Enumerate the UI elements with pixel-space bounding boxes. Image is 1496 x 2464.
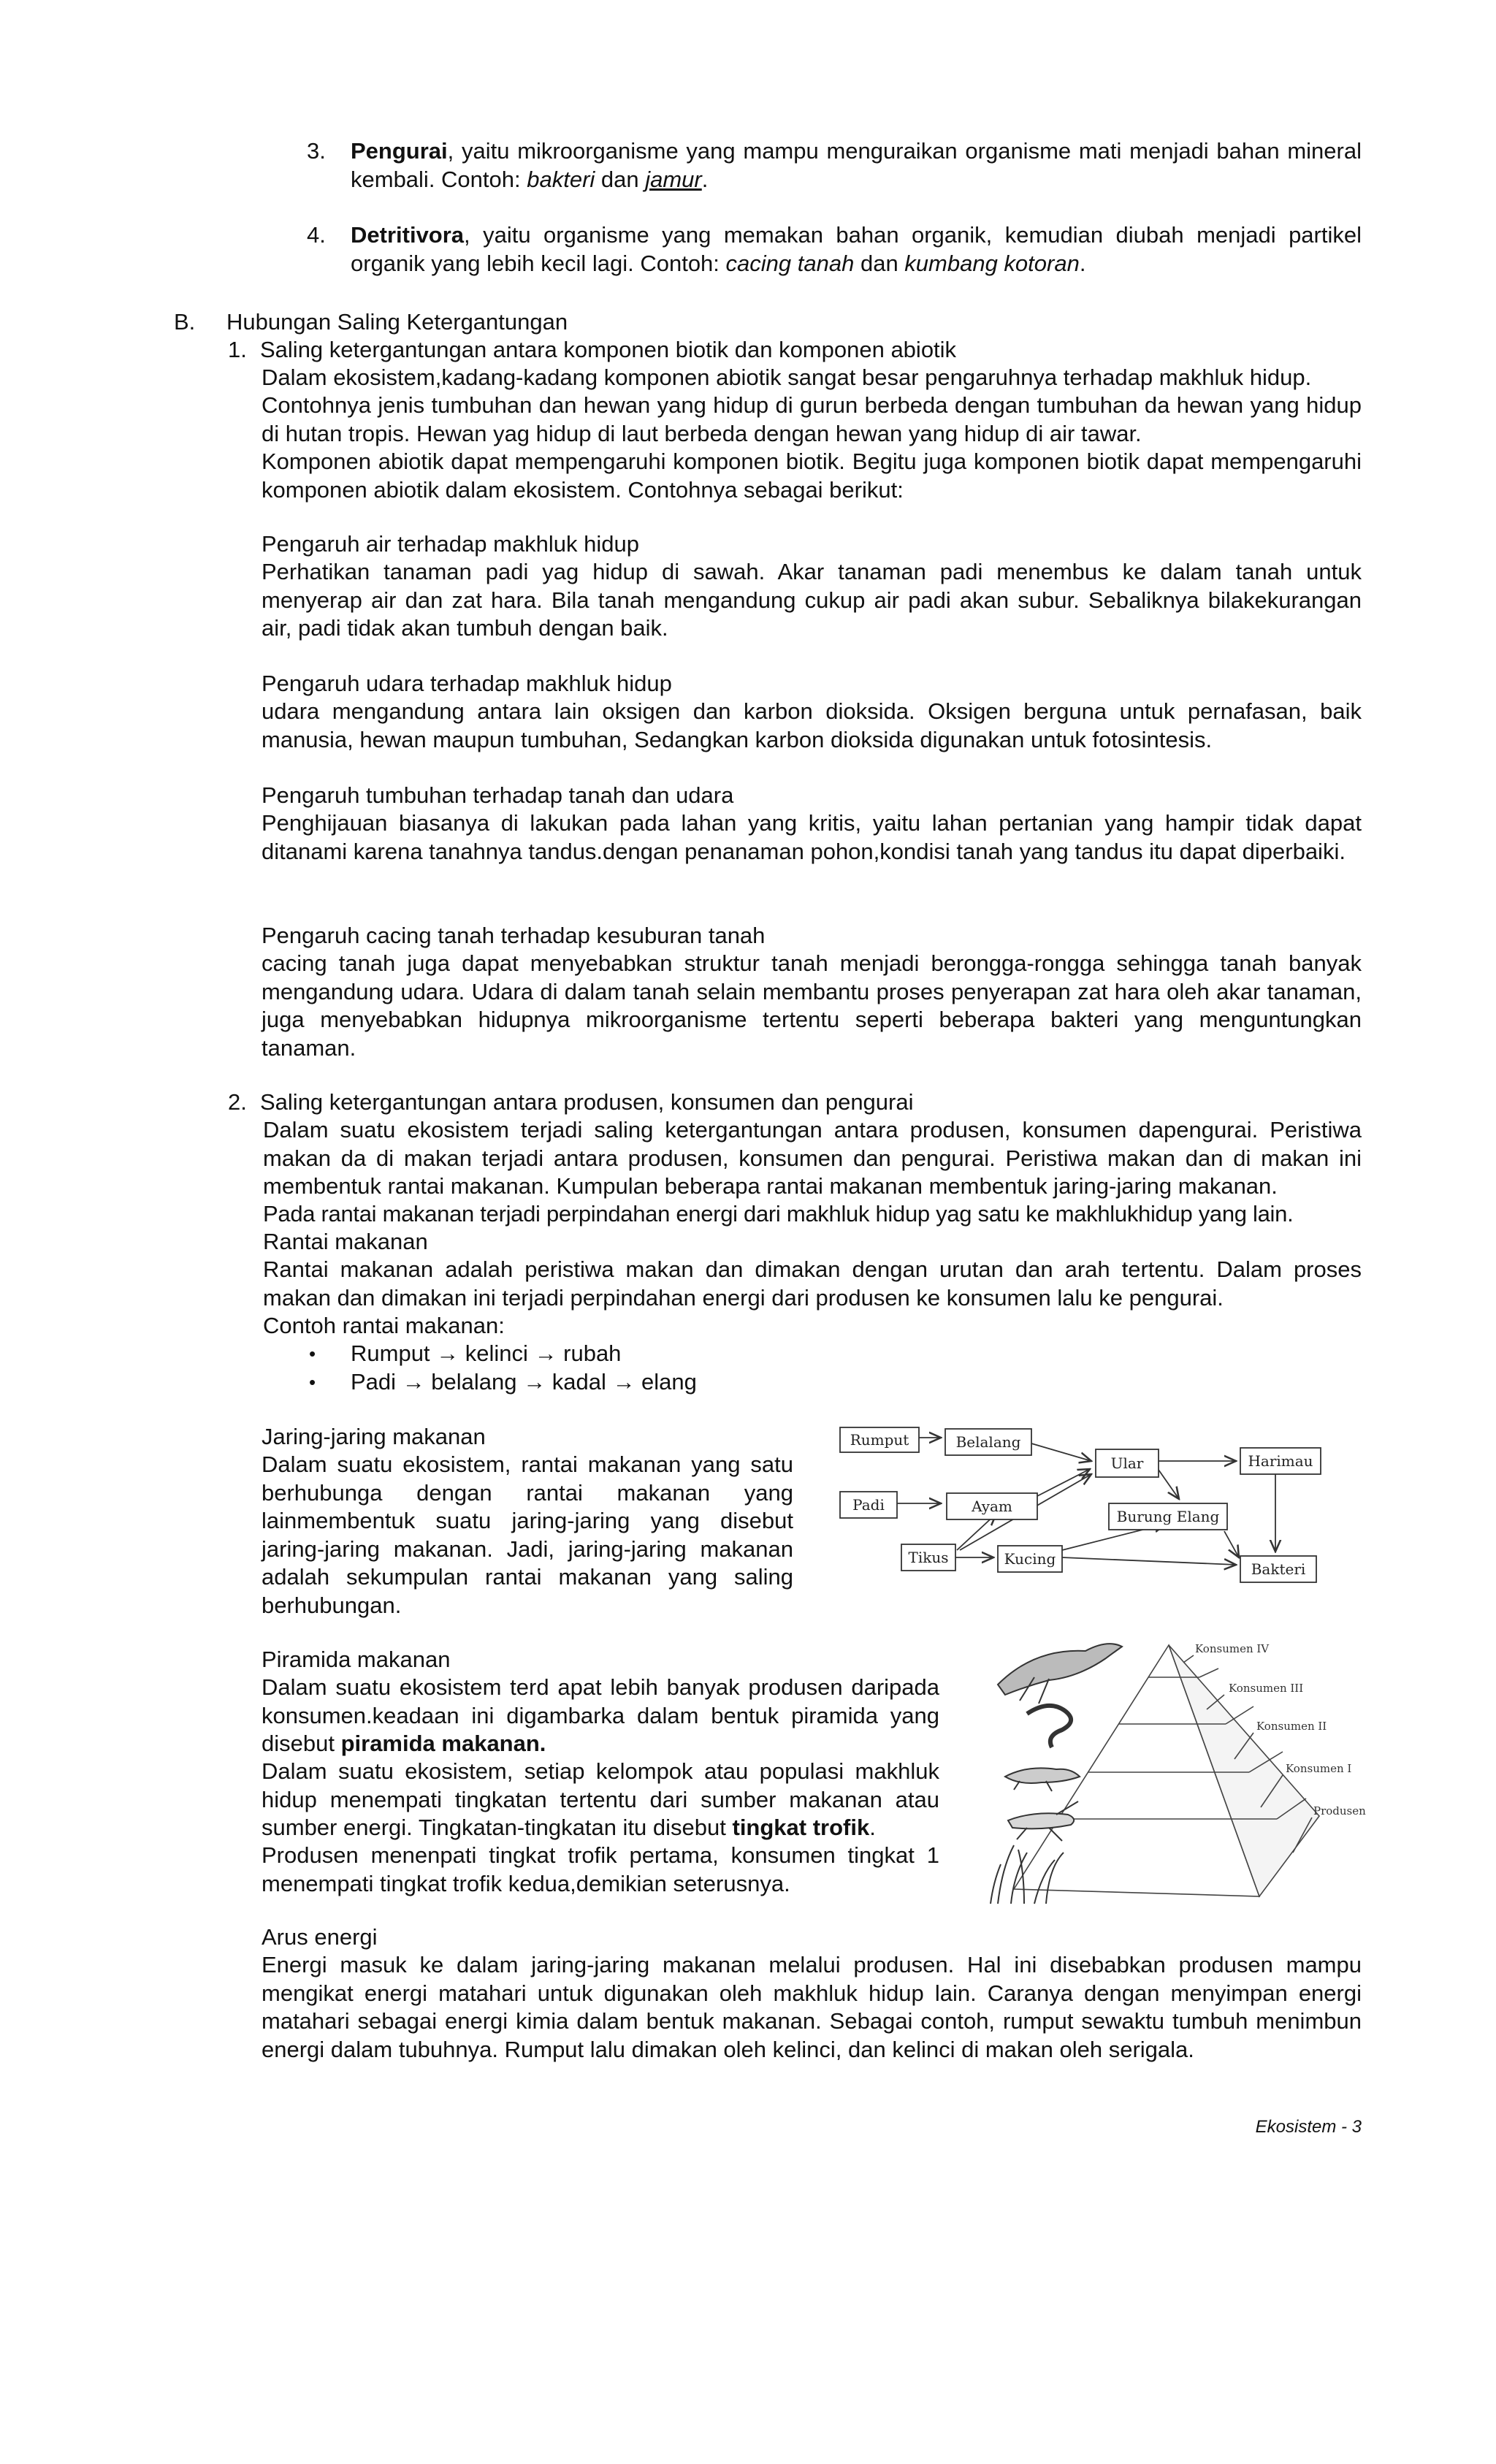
lizard-icon	[1005, 1768, 1080, 1791]
subsection-title: Saling ketergantungan antara komponen biotik dan komponen abiotik	[260, 337, 957, 362]
subsection-title: Saling ketergantungan antara produsen, konsumen dan pengurai	[260, 1089, 914, 1115]
svg-text:Harimau: Harimau	[1248, 1452, 1313, 1470]
item-text: dan	[854, 250, 905, 276]
paragraph: Dalam suatu ekosistem, rantai makanan yang satu berhubunga dengan rantai makanan yang lainmembentuk suatu jaring-jaring yang disebut jaring-jaring makanan. Jadi, jaring-jaring makanan adalah sekumpulan rantai makanan yang saling berhubungan.	[262, 1452, 793, 1618]
node-bakteri	[1240, 1556, 1316, 1582]
paragraph: udara mengandung antara lain oksigen dan karbon dioksida. Oksigen berguna untuk pernafasan, baik manusia, hewan maupun tumbuhan, Sedangkan karbon dioksida digunakan untuk fotosintesis.	[262, 698, 1362, 752]
food-pyramid-diagram	[976, 1633, 1385, 1911]
paragraph: Contohnya jenis tumbuhan dan hewan yang hidup di gurun berbeda dengan tumbuhan da hewan yang hidup di hutan tropis. Hewan yag hidup di laut berbeda dengan hewan yang hidup di air tawar.	[262, 392, 1362, 446]
bullet-icon: •	[309, 1371, 316, 1393]
sub-heading: Arus energi	[262, 1924, 378, 1950]
paragraph: Komponen abiotik dapat mempengaruhi komponen biotik. Begitu juga komponen biotik dapat mempengaruhi komponen abiotik dalam ekosistem. Contohnya sebagai berikut:	[262, 449, 1362, 503]
pyramid-level-label: Konsumen III	[1229, 1682, 1304, 1695]
node-padi	[840, 1492, 897, 1518]
list-item: Padi → belalang → kadal → elang	[351, 1369, 697, 1395]
subsection-number: 2.	[228, 1089, 247, 1115]
section-title: Hubungan Saling Ketergantungan	[226, 309, 568, 335]
paragraph: Perhatikan tanaman padi yag hidup di sawah. Akar tanaman padi menembus ke dalam tanah untuk menyerap air dan zat hara. Bila tanah mengandung cukup air padi akan subur. Sebaliknya bilakekurangan air, padi tidak akan tumbuh dengan baik.	[262, 559, 1362, 641]
label-leader	[1183, 1655, 1194, 1663]
node-harimau	[1240, 1448, 1321, 1474]
item-text: , yaitu mikroorganisme yang mampu menguraikan organisme mati menjadi bahan mineral kembali. Contoh:	[351, 138, 1362, 192]
sub-heading: Pengaruh cacing tanah terhadap kesuburan tanah	[262, 923, 766, 948]
list-number: 3.	[307, 138, 326, 164]
paragraph-text: Dalam suatu ekosistem, setiap kelompok atau populasi makhluk hidup menempati tingkatan tertentu dari sumber makanan atau sumber energi. Tingkatan-tingkatan itu disebut	[262, 1758, 939, 1840]
pyramid-level-label: Produsen	[1313, 1804, 1366, 1818]
paragraph: cacing tanah juga dapat menyebabkan struktur tanah menjadi berongga-rongga sehingga tanah banyak mengandung udara. Udara di dalam tanah selain membantu proses penyerapan zat hara oleh akar tanaman, juga menyebabkan hidupnya mikroorganisme tertentu seperti beberapa bakteri yang menguntungkan tanaman.	[262, 950, 1362, 1061]
item-text: , yaitu organisme yang memakan bahan organik, kemudian diubah menjadi partikel organik yang lebih kecil lagi. Contoh:	[351, 222, 1362, 276]
list-item: Rumput → kelinci → rubah	[351, 1340, 622, 1366]
pyramid-level-label: Konsumen IV	[1195, 1642, 1270, 1655]
grass-icon	[991, 1845, 1064, 1904]
subsection-number: 1.	[228, 337, 247, 362]
node-kucing	[998, 1546, 1062, 1572]
paragraph: Produsen menenpati tingkat trofik pertama, konsumen tingkat 1 menempati tingkat trofik kedua,demikian seterusnya.	[262, 1842, 939, 1896]
svg-text:Rumput: Rumput	[850, 1431, 909, 1449]
term: Pengurai	[351, 138, 448, 164]
pyramid-level-label: Konsumen II	[1256, 1720, 1327, 1733]
section-letter: B.	[174, 309, 196, 335]
sub-heading: Pengaruh air terhadap makhluk hidup	[262, 531, 640, 557]
sub-heading: Pengaruh tumbuhan terhadap tanah dan udara	[262, 782, 734, 808]
example: kumbang kotoran	[904, 250, 1080, 276]
paragraph: Penghijauan biasanya di lakukan pada lahan yang kritis, yaitu lahan pertanian yang hampir tidak dapat ditanami karena tanahnya tandus.dengan penanaman pohon,kondisi tanah yang tandus itu dapat diperbaiki.	[262, 810, 1362, 864]
example: bakteri	[527, 166, 595, 192]
sub-heading: Rantai makanan	[263, 1229, 428, 1254]
node-belalang	[945, 1429, 1031, 1455]
arrow	[1062, 1557, 1236, 1565]
node-tikus	[901, 1544, 955, 1571]
example: jamur	[645, 166, 702, 192]
arrow	[1224, 1531, 1239, 1557]
arrow	[1037, 1469, 1090, 1496]
sub-heading: Piramida makanan	[262, 1647, 451, 1672]
node-ayam	[947, 1493, 1037, 1519]
sub-heading: Jaring-jaring makanan	[262, 1424, 486, 1449]
item-text: dan	[595, 166, 646, 192]
item-text: .	[701, 166, 709, 192]
arrow	[1031, 1443, 1091, 1461]
svg-text:Kucing: Kucing	[1004, 1550, 1056, 1568]
paragraph: Dalam ekosistem,kadang-kadang komponen abiotik sangat besar pengaruhnya terhadap makhluk hidup.	[262, 365, 1312, 390]
term: Detritivora	[351, 222, 465, 248]
node-ular	[1096, 1449, 1159, 1477]
svg-text:Burung Elang: Burung Elang	[1116, 1508, 1220, 1525]
example: cacing tanah	[725, 250, 855, 276]
food-web-diagram	[830, 1414, 1356, 1597]
svg-text:Ayam: Ayam	[972, 1498, 1012, 1515]
svg-text:Padi: Padi	[852, 1496, 885, 1514]
arrow	[1159, 1470, 1179, 1499]
eagle-icon	[998, 1644, 1122, 1704]
term: tingkat trofik	[732, 1815, 870, 1840]
svg-text:Bakteri: Bakteri	[1251, 1560, 1306, 1578]
paragraph: Energi masuk ke dalam jaring-jaring makanan melalui produsen. Hal ini disebabkan produsen mampu mengikat energi matahari untuk digunakan oleh makhluk hidup lain. Caranya dengan menyimpan energi matahari sebagai energi kimia dalam bentuk makanan. Sebagai contoh, rumput sewaktu tumbuh menimbun energi dalam tubuhnya. Rumput lalu dimakan oleh kelinci, dan kelinci di makan oleh serigala.	[262, 1952, 1362, 2062]
node-burung-elang	[1109, 1503, 1227, 1530]
paragraph-text: Dalam suatu ekosistem terd apat lebih banyak produsen daripada konsumen.keadaan ini digambarka dalam bentuk piramida yang disebut	[262, 1674, 939, 1756]
item-text: .	[1079, 250, 1086, 276]
svg-text:Ular: Ular	[1110, 1454, 1144, 1472]
list-number: 4.	[307, 222, 326, 248]
paragraph: Pada rantai makanan terjadi perpindahan energi dari makhluk hidup yag satu ke makhlukhidup yang lain.	[263, 1201, 1294, 1227]
term: piramida makanan.	[340, 1731, 546, 1756]
list-item-detritivora	[351, 221, 1362, 278]
paragraph: Rantai makanan adalah peristiwa makan dan dimakan dengan urutan dan arah tertentu. Dalam proses makan dan dimakan ini terjadi perpindahan energi dari produsen ke konsumen lalu ke pengurai.	[263, 1256, 1362, 1311]
paragraph-text: .	[869, 1815, 876, 1840]
svg-text:Tikus: Tikus	[908, 1549, 949, 1566]
svg-text:Belalang: Belalang	[955, 1433, 1021, 1451]
paragraph: Contoh rantai makanan:	[263, 1313, 505, 1338]
sub-heading: Pengaruh udara terhadap makhluk hidup	[262, 671, 672, 696]
paragraph	[262, 1758, 939, 1842]
node-rumput	[840, 1427, 919, 1452]
pyramid-tier-line	[1199, 1668, 1218, 1677]
grasshopper-icon	[1008, 1801, 1078, 1841]
page-footer: Ekosistem - 3	[1255, 2117, 1362, 2137]
snake-icon	[1027, 1706, 1071, 1747]
paragraph	[262, 1674, 939, 1758]
list-item-pengurai	[351, 137, 1362, 194]
paragraph: Dalam suatu ekosistem terjadi saling ketergantungan antara produsen, konsumen dapengurai. Peristiwa makan da di makan terjadi antara produsen, konsumen dan pengurai. Peristiwa makan dan di makan ini membentuk rantai makanan. Kumpulan beberapa rantai makanan membentuk jaring-jaring makanan.	[263, 1117, 1362, 1199]
pyramid-level-label: Konsumen I	[1286, 1762, 1352, 1775]
bullet-icon: •	[309, 1343, 316, 1365]
